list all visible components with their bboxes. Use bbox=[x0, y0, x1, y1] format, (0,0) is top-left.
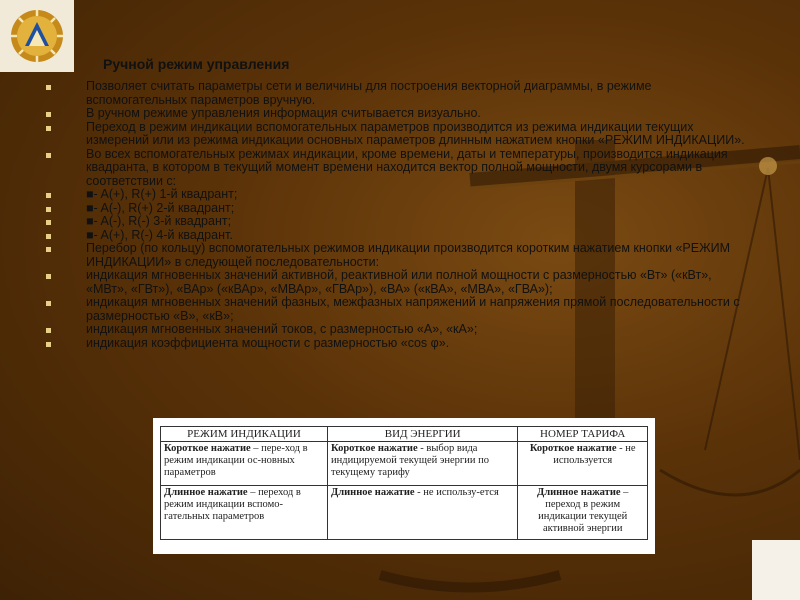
table-row bbox=[161, 486, 648, 540]
table-header: НОМЕР ТАРИФА bbox=[518, 427, 648, 442]
list-item: индикация мгновенных значений фазных, межфазных напряжений и напряжения прямой последовательности с размерностью «В», «кВ»; bbox=[46, 296, 746, 323]
list-item: Перебор (по кольцу) вспомогательных режимов индикации производится коротким нажатием кнопки «РЕЖИМ ИНДИКАЦИИ» в следующей последовательности: bbox=[46, 242, 746, 269]
table-cell: Короткое нажатие - выбор вида индицируемой текущей энергии по текущему тарифу bbox=[327, 442, 517, 486]
list-item: Во всех вспомогательных режимах индикации, кроме времени, даты и температуры, производится индикация квадранта, в котором в текущий момент времени находится вектор полной мощности, двумя курсорами в соответствии с: bbox=[46, 148, 746, 189]
list-item: ■- A(-), R(+) 2-й квадрант; bbox=[46, 202, 746, 216]
indication-table-image bbox=[153, 418, 655, 554]
table-cell: Длинное нажатие – переход в режим индикации вспомо-гательных параметров bbox=[161, 486, 328, 540]
list-item: Переход в режим индикации вспомогательных параметров производится из режима индикации текущих измерений или из режима индикации основных параметров длинным нажатием кнопки «РЕЖИМ ИНДИКАЦИИ». bbox=[46, 121, 746, 148]
table-cell: Длинное нажатие - не использу-ется bbox=[327, 486, 517, 540]
list-item: ■- A(-), R(-) 3-й квадрант; bbox=[46, 215, 746, 229]
slide-title: Ручной режим управления bbox=[103, 56, 290, 72]
table-cell: Короткое нажатие – пере-ход в режим индикации ос-новных параметров bbox=[161, 442, 328, 486]
list-item: Позволяет считать параметры сети и величины для построения векторной диаграммы, в режиме вспомогательных параметров вручную. bbox=[46, 80, 746, 107]
list-item: индикация коэффициента мощности с размерностью «cos φ». bbox=[46, 337, 746, 351]
list-item: В ручном режиме управления информация считывается визуально. bbox=[46, 107, 746, 121]
list-item: индикация мгновенных значений активной, реактивной или полной мощности с размерностью «Вт» («кВт», «МВт», «ГВт»), «ВАр» («кВАр», «МВАр», «ГВАр»), «ВА» («кВА», «МВА», «ГВА»); bbox=[46, 269, 746, 296]
company-logo bbox=[0, 0, 74, 72]
list-item: ■- A(+), R(-) 4-й квадрант. bbox=[46, 229, 746, 243]
list-item: индикация мгновенных значений токов, с размерностью «А», «кА»; bbox=[46, 323, 746, 337]
table-cell: Длинное нажатие – переход в режим индикации текущей активной энергии bbox=[518, 486, 648, 540]
bullet-list bbox=[46, 80, 746, 350]
table-row bbox=[161, 442, 648, 486]
table-header: ВИД ЭНЕРГИИ bbox=[327, 427, 517, 442]
list-item: ■- A(+), R(+) 1-й квадрант; bbox=[46, 188, 746, 202]
table-header-row bbox=[161, 427, 648, 442]
indication-table bbox=[160, 426, 648, 540]
table-header: РЕЖИМ ИНДИКАЦИИ bbox=[161, 427, 328, 442]
table-cell: Короткое нажатие - не используется bbox=[518, 442, 648, 486]
sun-logo-icon bbox=[0, 0, 74, 72]
